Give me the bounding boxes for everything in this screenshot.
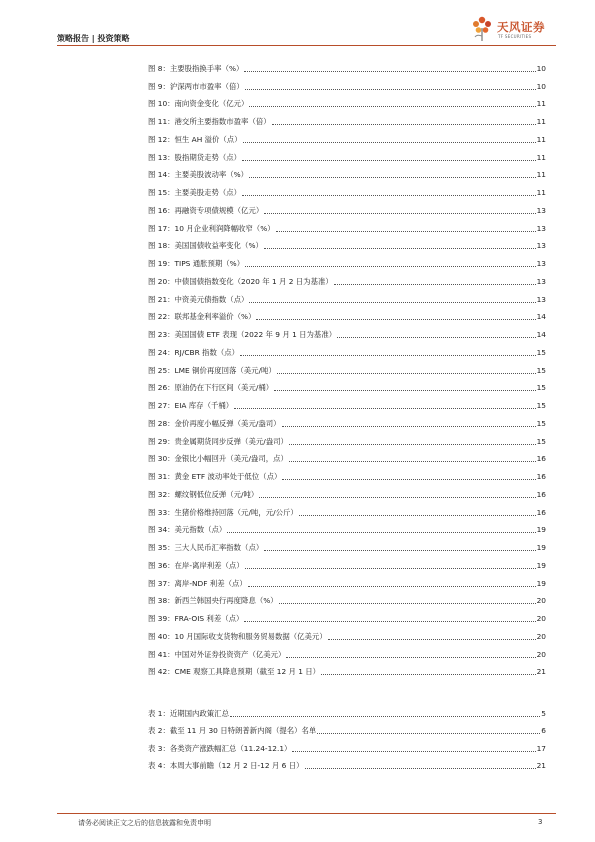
figure-entry-label: 图 21：中资美元债指数（点）	[148, 294, 249, 304]
figure-entry[interactable]	[148, 180, 546, 198]
figure-entry-label: 图 10：南向资金变化（亿元）	[148, 99, 249, 109]
dot-leader	[243, 142, 536, 143]
dot-leader	[230, 716, 540, 717]
figure-entry[interactable]	[148, 287, 546, 305]
figure-entry[interactable]	[148, 642, 546, 660]
dot-leader	[334, 284, 536, 285]
logo-flower-icon	[470, 14, 494, 42]
figure-entry-page-number: 10	[536, 63, 546, 73]
figure-entry-label: 图 41：中国对外证券投资资产（亿美元）	[148, 649, 286, 659]
dot-leader	[317, 733, 540, 734]
table-entry-page-number: 5	[541, 708, 546, 718]
figure-entry[interactable]	[148, 464, 546, 482]
figure-entry-page-number: 15	[536, 401, 546, 410]
figure-entry-label: 图 9：沪深两市市盈率（倍）	[148, 81, 244, 91]
table-entry-page-number: 6	[541, 726, 546, 736]
dot-leader	[244, 71, 535, 72]
figure-entry[interactable]	[148, 535, 546, 553]
figure-entry-label: 图 32：螺纹钢低位反弹（元/吨）	[148, 489, 259, 499]
dot-leader	[299, 515, 536, 516]
figure-entry-page-number: 21	[536, 667, 546, 677]
figure-entry-label: 图 39：FRA-OIS 利差（点）	[148, 614, 244, 623]
figure-entry-page-number: 16	[536, 472, 546, 481]
dot-leader	[245, 568, 536, 569]
figure-entry[interactable]	[148, 482, 546, 500]
figure-entry[interactable]	[148, 56, 546, 74]
header-section-label: 策略报告 | 投资策略	[57, 34, 130, 43]
figure-entry-page-number: 15	[536, 383, 546, 393]
figure-entry-page-number: 20	[536, 596, 546, 606]
figure-entry-page-number: 13	[536, 259, 546, 268]
figure-entry-page-number: 13	[536, 241, 546, 251]
figure-entry-label: 图 24：RJ/CBR 指数（点）	[148, 347, 240, 357]
figure-entry-label: 图 12：恒生 AH 溢价（点）	[148, 134, 242, 144]
dot-leader	[242, 195, 536, 196]
figure-entry-page-number: 10	[536, 81, 546, 91]
figure-entry-label: 图 22：联邦基金利率溢价（%）	[148, 312, 256, 322]
figure-entry[interactable]	[148, 198, 546, 216]
table-entry[interactable]	[148, 736, 546, 754]
figure-entry[interactable]	[148, 376, 546, 394]
dot-leader	[264, 213, 535, 214]
figure-entry[interactable]	[148, 447, 546, 465]
figure-entry-page-number: 15	[536, 418, 546, 428]
figure-entry-label: 图 35：三大人民币汇率指数（点）	[148, 543, 264, 552]
figure-entry-label: 图 27：EIA 库存（千桶）	[148, 401, 234, 410]
dot-leader	[289, 461, 536, 462]
figure-entry-label: 图 31：黄金 ETF 波动率处于低位（点）	[148, 472, 282, 481]
figure-entry-page-number: 13	[536, 276, 546, 286]
figure-entry-page-number: 15	[536, 347, 546, 357]
figure-entry-label: 图 37：离岸-NDF 利差（点）	[148, 578, 247, 588]
figure-entry-page-number: 11	[536, 99, 546, 109]
figure-entry-label: 图 20：中债国债指数变化（2020 年 1 月 2 日为基准）	[148, 276, 333, 286]
header-divider	[57, 45, 556, 46]
figure-entry-page-number: 14	[536, 312, 546, 322]
table-entry-label: 表 2：截至 11 月 30 日特朗普新内阁（提名）名单	[148, 726, 317, 736]
figure-list	[148, 56, 546, 677]
table-entry-page-number: 21	[536, 761, 546, 771]
footer-divider	[57, 813, 556, 814]
figure-entry-page-number: 19	[536, 525, 546, 535]
figure-entry-label: 图 26：原油仍在下行区间（美元/桶）	[148, 383, 274, 393]
dot-leader	[274, 390, 535, 391]
figure-entry[interactable]	[148, 340, 546, 358]
figure-entry-label: 图 8：主要股指换手率（%）	[148, 63, 244, 73]
figure-entry-label: 图 14：主要美股波动率（%）	[148, 170, 249, 180]
figure-entry-label: 图 19：TIPS 通胀预期（%）	[148, 259, 245, 268]
dot-leader	[234, 408, 535, 409]
table-entry[interactable]	[148, 754, 546, 772]
figure-entry[interactable]	[148, 660, 546, 678]
dot-leader	[256, 319, 535, 320]
dot-leader	[305, 768, 536, 769]
figure-entry[interactable]	[148, 216, 546, 234]
dot-leader	[337, 337, 535, 338]
dot-leader	[240, 355, 536, 356]
figure-entry-page-number: 20	[536, 631, 546, 641]
dot-leader	[249, 106, 535, 107]
figure-entry-page-number: 13	[536, 223, 546, 233]
figure-entry-page-number: 16	[536, 489, 546, 499]
dot-leader	[286, 657, 535, 658]
figure-entry-page-number: 13	[536, 294, 546, 304]
figure-entry[interactable]	[148, 305, 546, 323]
company-logo	[470, 14, 556, 44]
dot-leader	[279, 603, 536, 604]
figure-entry-label: 图 40：10 月国际收支货物和服务贸易数据（亿美元）	[148, 631, 327, 641]
figure-entry-page-number: 20	[536, 649, 546, 659]
figure-entry[interactable]	[148, 74, 546, 92]
dot-leader	[242, 160, 536, 161]
figure-entry-page-number: 16	[536, 454, 546, 464]
figure-entry[interactable]	[148, 145, 546, 163]
dot-leader	[264, 248, 536, 249]
dot-leader	[292, 751, 535, 752]
footer-disclaimer: 请务必阅读正文之后的信息披露和免责申明	[78, 819, 211, 827]
figure-entry-page-number: 19	[536, 543, 546, 552]
logo-name: 天风证券	[497, 20, 545, 34]
dot-leader	[245, 89, 536, 90]
dot-leader	[321, 674, 536, 675]
figure-entry-label: 图 16：再融资专项债规模（亿元）	[148, 205, 264, 215]
dot-leader	[249, 302, 535, 303]
figure-entry-label: 图 11：港交所主要指数市盈率（倍）	[148, 117, 271, 126]
figure-entry[interactable]	[148, 109, 546, 127]
table-entry-page-number: 17	[536, 743, 546, 753]
figure-entry[interactable]	[148, 518, 546, 536]
figure-entry[interactable]	[148, 251, 546, 269]
figure-entry-page-number: 16	[536, 507, 546, 517]
figure-entry[interactable]	[148, 606, 546, 624]
figure-entry[interactable]	[148, 553, 546, 571]
dot-leader	[276, 231, 536, 232]
figure-entry-label: 图 33：生猪价格维持回落（元/吨，元/公斤）	[148, 507, 298, 517]
figure-entry-label: 图 23：美国国债 ETF 表现（2022 年 9 月 1 日为基准）	[148, 330, 337, 339]
figure-entry-label: 图 29：贵金属期货同步反弹（美元/盎司）	[148, 436, 288, 446]
dot-leader	[264, 550, 535, 551]
page-number: 3	[538, 818, 543, 826]
figure-entry[interactable]	[148, 322, 546, 340]
dot-leader	[328, 639, 536, 640]
dot-leader	[244, 621, 535, 622]
dot-leader	[272, 124, 536, 125]
figure-entry-page-number: 19	[536, 560, 546, 570]
table-entry-label: 表 3：各类资产涨跌幅汇总（11.24-12.1）	[148, 743, 292, 753]
dot-leader	[289, 444, 536, 445]
figure-entry-page-number: 11	[536, 188, 546, 197]
dot-leader	[259, 497, 535, 498]
figure-entry-page-number: 11	[536, 170, 546, 180]
figure-entry[interactable]	[148, 500, 546, 518]
figure-entry-page-number: 20	[536, 614, 546, 623]
figure-entry-page-number: 11	[536, 134, 546, 144]
figure-entry[interactable]	[148, 127, 546, 145]
figure-entry-label: 图 34：美元指数（点）	[148, 525, 227, 535]
figure-entry-label: 图 38：新西兰韩国央行再度降息（%）	[148, 596, 278, 606]
figure-entry-page-number: 11	[536, 117, 546, 126]
figure-entry[interactable]	[148, 624, 546, 642]
dot-leader	[245, 266, 536, 267]
figure-entry[interactable]	[148, 92, 546, 110]
figure-entry-label: 图 36：在岸-离岸利差（点）	[148, 560, 244, 570]
dot-leader	[277, 373, 536, 374]
figure-entry[interactable]	[148, 234, 546, 252]
logo-subtitle: TF SECURITIES	[498, 34, 532, 39]
figure-entry[interactable]	[148, 358, 546, 376]
table-list	[148, 701, 546, 771]
figure-entry-label: 图 28：金价再度小幅反弹（美元/盎司）	[148, 418, 281, 428]
dot-leader	[227, 532, 535, 533]
figure-entry-label: 图 17：10 月企业利润降幅收窄（%）	[148, 223, 275, 233]
figure-entry[interactable]	[148, 429, 546, 447]
figure-entry-label: 图 15：主要美股走势（点）	[148, 188, 242, 197]
figure-entry-page-number: 14	[536, 330, 546, 339]
figure-entry-page-number: 15	[536, 436, 546, 446]
dot-leader	[249, 177, 536, 178]
table-entry[interactable]	[148, 701, 546, 719]
figure-entry-label: 图 30：金银比小幅回升（美元/盎司，点）	[148, 454, 288, 464]
figure-entry[interactable]	[148, 269, 546, 287]
table-entry[interactable]	[148, 719, 546, 737]
figure-entry-label: 图 42：CME 观察工具降息预期（截至 12 月 1 日）	[148, 667, 321, 677]
dot-leader	[248, 586, 536, 587]
dot-leader	[282, 479, 535, 480]
figure-entry-page-number: 19	[536, 578, 546, 588]
figure-entry-page-number: 15	[536, 365, 546, 375]
figure-entry-page-number: 11	[536, 152, 546, 162]
table-entry-label: 表 4：本周大事前瞻（12 月 2 日-12 月 6 日）	[148, 761, 304, 771]
figure-entry[interactable]	[148, 411, 546, 429]
figure-entry-label: 图 18：美国国债收益率变化（%）	[148, 241, 263, 251]
table-entry-label: 表 1：近期国内政策汇总	[148, 708, 229, 718]
figure-entry-label: 图 25：LME 铜价再度回落（美元/吨）	[148, 365, 276, 375]
figure-entry[interactable]	[148, 163, 546, 181]
figure-entry-label: 图 13：股指期货走势（点）	[148, 152, 242, 162]
figure-entry[interactable]	[148, 571, 546, 589]
figure-entry[interactable]	[148, 589, 546, 607]
dot-leader	[282, 426, 536, 427]
figure-entry[interactable]	[148, 393, 546, 411]
figure-entry-page-number: 13	[536, 205, 546, 215]
